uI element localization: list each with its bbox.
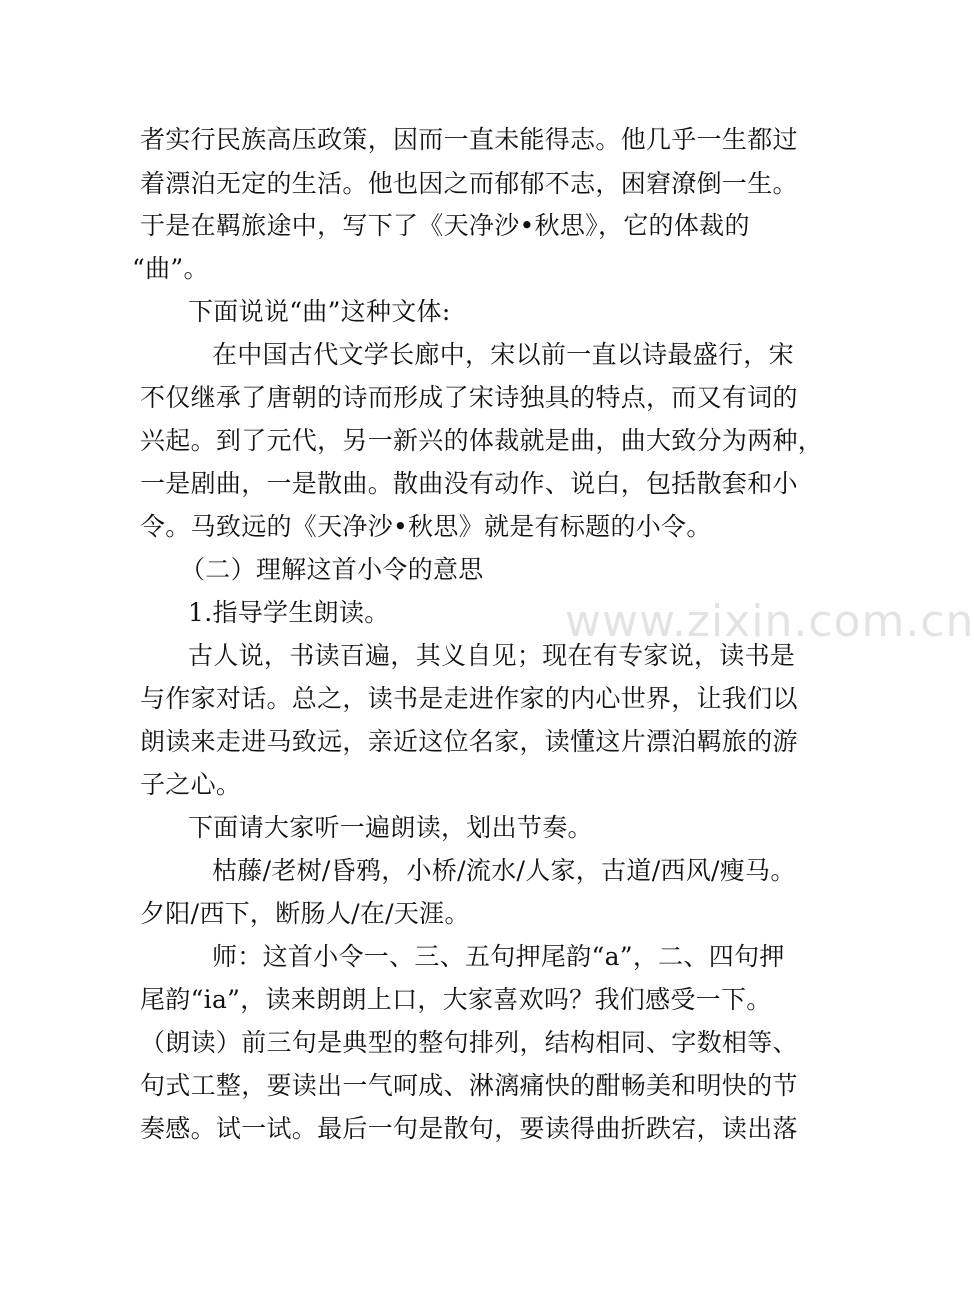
text-line: （朗读）前三句是典型的整句排列，结构相同、字数相等、 [140,1028,798,1057]
text-line: 一是剧曲，一是散曲。散曲没有动作、说白，包括散套和小 [140,469,798,498]
text-line: 者实行民族高压政策，因而一直未能得志。他几乎一生都过 [140,125,798,154]
text-line: 子之心。 [140,770,242,799]
text-line: 尾韵“ia”，读来朗朗上口，大家喜欢吗？我们感受一下。 [140,985,772,1014]
text-line: 兴起。到了元代，另一新兴的体裁就是曲，曲大致分为两种， [140,426,824,455]
text-line: 与作家对话。总之，读书是走进作家的内心世界，让我们以 [140,684,798,713]
text-line: 朗读来走进马致远，亲近这位名家，读懂这片漂泊羁旅的游 [140,727,798,756]
text-line: 句式工整，要读出一气呵成、淋漓痛快的酣畅美和明快的节 [140,1071,798,1100]
text-line: 奏感。试一试。最后一句是散句，要读得曲折跌宕，读出落 [140,1114,798,1143]
text-line: 在中国古代文学长廊中，宋以前一直以诗最盛行，宋 [212,340,794,369]
text-line: 下面说说“曲”这种文体: [188,297,451,326]
poem-line: 夕阳/西下，断肠人/在/天涯。 [140,899,470,928]
section-heading: （二）理解这首小令的意思 [180,555,484,584]
text-line: 师：这首小令一、三、五句押尾韵“a”，二、四句押 [212,942,785,971]
poem-line: 枯藤/老树/昏鸦，小桥/流水/人家，古道/西风/瘦马。 [212,856,796,885]
text-line: 古人说，书读百遍，其义自见；现在有专家说，读书是 [188,641,796,670]
list-item: 1.指导学生朗读。 [188,598,390,627]
text-line: 下面请大家听一遍朗读，划出节奏。 [188,813,593,842]
text-line: 不仅继承了唐朝的诗而形成了宋诗独具的特点，而又有词的 [140,383,798,412]
text-line: 着漂泊无定的生活。他也因之而郁郁不志，困窘潦倒一生。 [140,169,798,198]
text-line: 于是在羁旅途中，写下了《天净沙•秋思》，它的体裁的 [140,211,750,240]
text-line: 令。马致远的《天净沙•秋思》就是有标题的小令。 [140,512,712,541]
text-line: “曲”。 [132,254,209,283]
watermark: www.zixin.com.cn [565,596,974,647]
